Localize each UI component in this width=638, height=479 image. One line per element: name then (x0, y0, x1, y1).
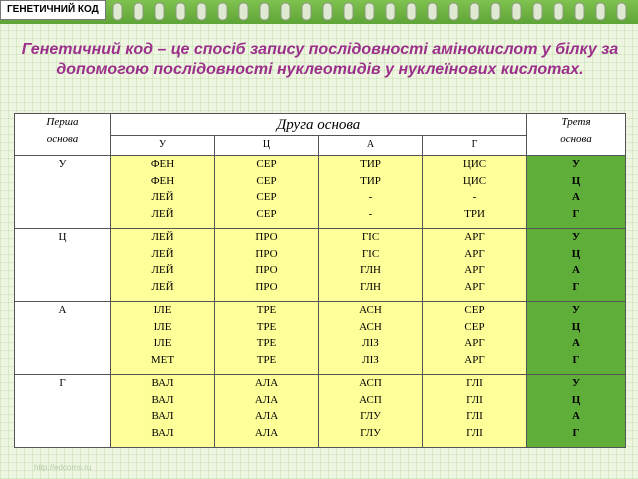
amino-acid: АРГ (464, 337, 485, 349)
amino-acid: ВАЛ (151, 393, 174, 406)
amino-acid: ЛЕЙ (151, 231, 174, 243)
binder-ring-icon (344, 3, 353, 20)
header-row-1 (15, 114, 626, 136)
binder-ring-icon (365, 3, 374, 20)
first-base-cell: А (15, 302, 111, 375)
binder-ring-icon (113, 3, 122, 20)
third-base-cell (527, 375, 626, 448)
amino-acid-cell (319, 302, 423, 375)
third-base-cell (527, 156, 626, 229)
second-base-c: Ц (215, 136, 319, 156)
binder-ring-icon (134, 3, 143, 20)
amino-acid: ГЛІ (466, 377, 483, 389)
amino-acid: ЛЕЙ (151, 191, 174, 203)
amino-acid: ГЛУ (360, 410, 381, 422)
amino-acid: ПРО (255, 231, 278, 243)
binder-ring-icon (491, 3, 500, 20)
third-base: Ц (571, 320, 581, 333)
amino-acid: - (472, 191, 477, 203)
binder-ring-icon (428, 3, 437, 20)
first-base-cell: Г (15, 375, 111, 448)
amino-acid: ПРО (255, 264, 278, 276)
amino-acid-cell (319, 229, 423, 302)
binder-ring-icon (197, 3, 206, 20)
third-base: У (571, 377, 581, 389)
amino-acid: ІЛЕ (153, 337, 172, 349)
third-base: Г (572, 353, 580, 366)
first-base-header-line-1: Перша (46, 116, 79, 128)
binder-ring-icon (302, 3, 311, 20)
amino-acid: ПРО (255, 247, 278, 260)
amino-acid: ТРЕ (256, 353, 277, 366)
amino-acid: ІЛЕ (153, 304, 172, 316)
second-base-g: Г (423, 136, 527, 156)
amino-acid: ТРЕ (256, 337, 277, 349)
amino-acid: ГЛІ (466, 393, 483, 406)
amino-acid: ГЛН (360, 280, 381, 293)
amino-acid: СЕР (256, 174, 277, 187)
third-base: А (572, 264, 580, 276)
amino-acid: ГЛІ (466, 426, 483, 439)
amino-acid-cell (215, 229, 319, 302)
third-base-cell (527, 302, 626, 375)
binder-ring-icon (617, 3, 626, 20)
amino-acid-cell (319, 375, 423, 448)
amino-acid-cell (111, 302, 215, 375)
amino-acid-cell (423, 302, 527, 375)
amino-acid-cell (215, 375, 319, 448)
amino-acid: АЛА (254, 377, 279, 389)
amino-acid: СЕР (464, 304, 485, 316)
amino-acid: ЛЕЙ (151, 247, 174, 260)
binder-ring-icon (512, 3, 521, 20)
amino-acid: ПРО (255, 280, 278, 293)
first-base-header-line-2: основа (46, 132, 79, 145)
binder-ring-icon (386, 3, 395, 20)
amino-acid: ГЛН (360, 264, 381, 276)
third-base: У (571, 304, 581, 316)
amino-acid: ТРЕ (256, 304, 277, 316)
amino-acid: ТРЕ (256, 320, 277, 333)
third-base: Г (572, 426, 580, 439)
amino-acid: АСП (359, 377, 382, 389)
amino-acid: ЛІЗ (362, 337, 379, 349)
third-base: А (572, 337, 580, 349)
amino-acid: ФЕН (150, 174, 175, 187)
amino-acid: АСП (359, 393, 382, 406)
amino-acid-cell (319, 156, 423, 229)
amino-acid: ТИР (360, 158, 381, 170)
amino-acid: ГЛІ (466, 410, 483, 422)
amino-acid: ТРИ (464, 207, 485, 220)
amino-acid: СЕР (464, 320, 485, 333)
amino-acid: АСН (359, 320, 382, 333)
amino-acid: ЦИС (462, 174, 487, 187)
amino-acid: АЛА (254, 426, 279, 439)
binder-ring-icon (239, 3, 248, 20)
amino-acid: ВАЛ (151, 377, 174, 389)
binder-ring-icon (533, 3, 542, 20)
amino-acid: СЕР (256, 158, 277, 170)
amino-acid: ЛЕЙ (151, 264, 174, 276)
binder-ring-icon (407, 3, 416, 20)
amino-acid-cell (423, 156, 527, 229)
amino-acid: ТИР (360, 174, 381, 187)
third-base-header-line-1: Третя (561, 116, 591, 128)
genetic-code-table (14, 113, 626, 448)
amino-acid: ГІС (361, 231, 380, 243)
binder-ring-icon (596, 3, 605, 20)
codon-row (15, 229, 626, 302)
amino-acid: СЕР (256, 191, 277, 203)
amino-acid: АСН (359, 304, 382, 316)
amino-acid-cell (423, 229, 527, 302)
third-base: Ц (571, 393, 581, 406)
amino-acid: ГЛУ (360, 426, 381, 439)
third-base: У (571, 158, 581, 170)
amino-acid: АЛА (254, 410, 279, 422)
amino-acid: СЕР (256, 207, 277, 220)
amino-acid: АРГ (464, 353, 485, 366)
amino-acid: ВАЛ (151, 426, 174, 439)
first-base-header (15, 114, 111, 156)
codon-row (15, 375, 626, 448)
watermark: http://edcoms.ru (34, 463, 92, 472)
amino-acid-cell (111, 375, 215, 448)
third-base: Г (572, 207, 580, 220)
third-base-cell (527, 229, 626, 302)
amino-acid: ЛЕЙ (151, 280, 174, 293)
first-base-cell: У (15, 156, 111, 229)
second-base-title: Друга основа (276, 117, 361, 133)
binder-ring-icon (323, 3, 332, 20)
amino-acid: ЛЕЙ (151, 207, 174, 220)
amino-acid: АРГ (464, 247, 485, 260)
amino-acid: ЛІЗ (362, 353, 379, 366)
slide-title: Генетичний код – це спосіб запису послідовності амінокислот у білку за допомогою послідовності нуклеотидів у нуклеїнових кислотах. (21, 41, 619, 78)
amino-acid: ІЛЕ (153, 320, 172, 333)
amino-acid: ФЕН (150, 158, 175, 170)
codon-rows (15, 156, 626, 448)
amino-acid: АРГ (464, 280, 485, 293)
codon-row (15, 302, 626, 375)
amino-acid: ГІС (361, 247, 380, 260)
third-base-header (527, 114, 626, 156)
binder-ring-icon (260, 3, 269, 20)
slide-label: ГЕНЕТИЧНИЙ КОД (0, 0, 106, 20)
amino-acid: АРГ (464, 264, 485, 276)
third-base-header-line-2: основа (560, 132, 592, 145)
first-base-cell: Ц (15, 229, 111, 302)
amino-acid: АРГ (464, 231, 485, 243)
binder-ring-icon (176, 3, 185, 20)
amino-acid-cell (111, 229, 215, 302)
binder-ring-icon (281, 3, 290, 20)
second-base-u: У (111, 136, 215, 156)
amino-acid: МЕТ (150, 353, 175, 366)
amino-acid-cell (215, 302, 319, 375)
third-base: Ц (571, 174, 581, 187)
binder-ring-icon (218, 3, 227, 20)
binder-ring-icon (155, 3, 164, 20)
third-base: Ц (571, 247, 581, 260)
amino-acid: - (368, 207, 373, 220)
binder-ring-icon (449, 3, 458, 20)
binder-ring-icon (470, 3, 479, 20)
third-base: А (572, 410, 580, 422)
amino-acid-cell (423, 375, 527, 448)
binder-ring-icon (554, 3, 563, 20)
codon-row (15, 156, 626, 229)
third-base: А (572, 191, 580, 203)
third-base: У (571, 231, 581, 243)
amino-acid: ЦИС (462, 158, 487, 170)
amino-acid-cell (111, 156, 215, 229)
amino-acid: ВАЛ (151, 410, 174, 422)
amino-acid: - (368, 191, 373, 203)
third-base: Г (572, 280, 580, 293)
amino-acid-cell (215, 156, 319, 229)
second-base-a: А (319, 136, 423, 156)
binder-ring-icon (575, 3, 584, 20)
amino-acid: АЛА (254, 393, 279, 406)
second-base-header (111, 114, 527, 136)
